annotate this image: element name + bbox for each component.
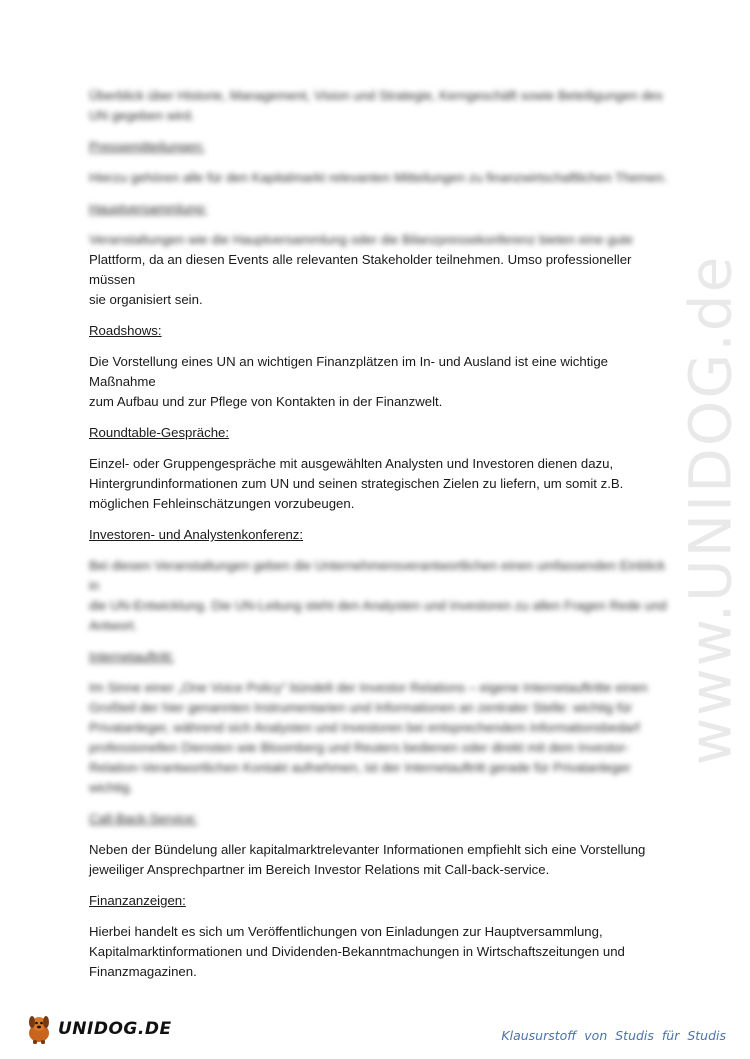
paragraph-line: Hierzu gehören alle für den Kapitalmarkt relevanten Mitteilungen zu finanzwirtschaftlichen Themen. (89, 170, 668, 185)
paragraph-line: die UN-Entwicklung. Die UN-Leitung steht den Analysten und Investoren zu allen Fragen Rede und (89, 598, 667, 613)
paragraph-line: Kapitalmarktinformationen und Dividenden-Bekanntmachungen in Wirtschaftszeitungen und (89, 944, 625, 959)
paragraph-line: jeweiliger Ansprechpartner im Bereich Investor Relations mit Call-back-service. (89, 862, 550, 877)
paragraph-line: Finanzmagazinen. (89, 964, 197, 979)
blurred-block-hv (89, 199, 674, 250)
paragraph-line: Relation-Verantwortlichen Kontakt aufnehmen, ist der Internetauftritt gerade für Privatanleger (89, 760, 631, 775)
paragraph-line: Überblick über Historie, Management, Vision und Strategie, Kerngeschäft sowie Beteiligungen des (89, 88, 663, 103)
section-heading: Call-Back-Service: (89, 811, 198, 826)
paragraph-line: Einzel- oder Gruppengespräche mit ausgewählten Analysten und Investoren dienen dazu, (89, 456, 614, 471)
paragraph-line: Plattform, da an diesen Events alle relevanten Stakeholder teilnehmen. Umso professioneller müssen (89, 252, 632, 287)
paragraph-line: Die Vorstellung eines UN an wichtigen Finanzplätzen im In- und Ausland ist eine wichtige Maßnahme (89, 354, 608, 389)
section-heading-finanzanzeigen: Finanzanzeigen: (89, 893, 186, 908)
paragraph-line: Bei diesen Veranstaltungen geben die Unternehmensverantwortlichen einen umfassenden Einblick in (89, 558, 666, 593)
paragraph-line: Veranstaltungen wie die Hauptversammlung oder die Bilanzpressekonferenz bieten eine gute (89, 232, 633, 247)
section-heading: Pressemitteilungen: (89, 139, 205, 154)
paragraph-line: Antwort. (89, 618, 138, 633)
section-heading: Hauptversammlung: (89, 201, 208, 216)
blurred-block-press (89, 137, 674, 188)
paragraph-line: Privatanleger, während sich Analysten und Investoren bei entsprechendem Informationsbedarf (89, 720, 640, 735)
section-heading-conference: Investoren- und Analystenkonferenz: (89, 527, 304, 542)
paragraph-line: zum Aufbau und zur Pflege von Kontakten in der Finanzwelt. (89, 394, 443, 409)
paragraph-line: professionellen Diensten wie Bloomberg und Reuters bedienen oder direkt mit dem Investor- (89, 740, 630, 755)
dog-icon (24, 1013, 54, 1045)
blurred-block-conference (89, 556, 674, 829)
paragraph-line: Hintergrundinformationen zum UN und seinen strategischen Zielen zu liefern, um somit z.B. (89, 476, 624, 491)
section-heading-roadshows: Roadshows: (89, 323, 162, 338)
paragraph-line: Großteil der hier genannten Instrumentarien und Informationen an zentraler Stelle: wichtig für (89, 700, 633, 715)
footer-tagline: Klausurstoff von Studis für Studis (501, 1028, 726, 1043)
paragraph-line: Neben der Bündelung aller kapitalmarktrelevanter Informationen empfiehlt sich eine Vorstellung (89, 842, 646, 857)
unidog-logo (24, 1012, 172, 1046)
document-body (89, 86, 674, 982)
paragraph-line: UN gegeben wird. (89, 108, 195, 123)
paragraph-line: sie organisiert sein. (89, 292, 203, 307)
watermark-text: www.UNIDOG.de (676, 254, 744, 766)
section-heading: Internetauftritt: (89, 649, 175, 664)
blurred-block-intro (89, 86, 674, 126)
paragraph-line: wichtig. (89, 780, 133, 795)
logo-text: UNIDOG.DE (58, 1019, 172, 1039)
paragraph-line: Hierbei handelt es sich um Veröffentlichungen von Einladungen zur Hauptversammlung, (89, 924, 603, 939)
section-heading-roundtable: Roundtable-Gespräche: (89, 425, 230, 440)
paragraph-line: möglichen Fehleinschätzungen vorzubeugen. (89, 496, 355, 511)
paragraph-line: Im Sinne einer „One Voice Policy“ bündelt der Investor Relations – eigene Internetauftritte einen (89, 680, 648, 695)
